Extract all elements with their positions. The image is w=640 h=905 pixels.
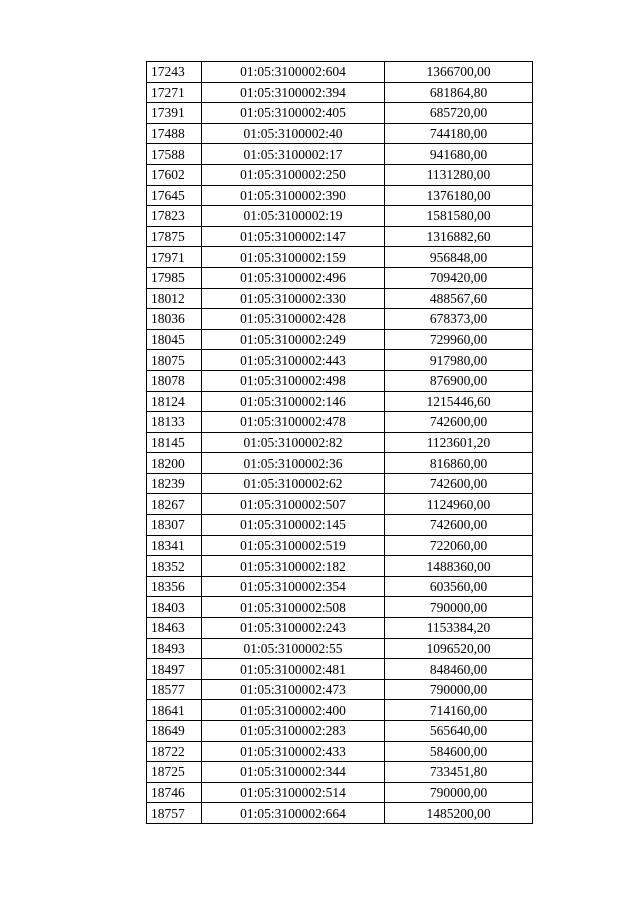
table-row (147, 226, 533, 247)
row-number-cell: 18577 (147, 679, 202, 700)
table-row (147, 103, 533, 124)
cadastral-value-cell: 790000,00 (385, 782, 533, 803)
table-row (147, 659, 533, 680)
table-row (147, 329, 533, 350)
cadastral-value-cell: 722060,00 (385, 535, 533, 556)
row-number-cell: 18725 (147, 762, 202, 783)
cadastral-value-cell: 742600,00 (385, 515, 533, 536)
cadastral-value-cell: 565640,00 (385, 721, 533, 742)
row-number-cell: 18352 (147, 556, 202, 577)
row-number-cell: 18722 (147, 741, 202, 762)
table-row (147, 309, 533, 330)
cadastral-number-cell: 01:05:3100002:496 (202, 267, 385, 288)
cadastral-value-cell: 1131280,00 (385, 164, 533, 185)
cadastral-number-cell: 01:05:3100002:250 (202, 164, 385, 185)
cadastral-number-cell: 01:05:3100002:354 (202, 576, 385, 597)
cadastral-value-cell: 733451,80 (385, 762, 533, 783)
table-row (147, 782, 533, 803)
cadastral-number-cell: 01:05:3100002:344 (202, 762, 385, 783)
table-row (147, 638, 533, 659)
table-row (147, 185, 533, 206)
cadastral-value-cell: 678373,00 (385, 309, 533, 330)
row-number-cell: 18145 (147, 432, 202, 453)
cadastral-value-cell: 1215446,60 (385, 391, 533, 412)
row-number-cell: 18133 (147, 412, 202, 433)
cadastral-value-cell: 488567,60 (385, 288, 533, 309)
table-row (147, 62, 533, 83)
row-number-cell: 18124 (147, 391, 202, 412)
row-number-cell: 17488 (147, 123, 202, 144)
cadastral-number-cell: 01:05:3100002:478 (202, 412, 385, 433)
row-number-cell: 18403 (147, 597, 202, 618)
table-row (147, 762, 533, 783)
cadastral-number-cell: 01:05:3100002:146 (202, 391, 385, 412)
row-number-cell: 18075 (147, 350, 202, 371)
cadastral-value-cell: 584600,00 (385, 741, 533, 762)
cadastral-number-cell: 01:05:3100002:182 (202, 556, 385, 577)
cadastral-value-cell: 816860,00 (385, 453, 533, 474)
cadastral-number-cell: 01:05:3100002:394 (202, 82, 385, 103)
cadastral-number-cell: 01:05:3100002:433 (202, 741, 385, 762)
table-row (147, 391, 533, 412)
table-row (147, 164, 533, 185)
cadastral-number-cell: 01:05:3100002:604 (202, 62, 385, 83)
table-row (147, 247, 533, 268)
cadastral-number-cell: 01:05:3100002:405 (202, 103, 385, 124)
row-number-cell: 18036 (147, 309, 202, 330)
cadastral-value-cell: 1123601,20 (385, 432, 533, 453)
row-number-cell: 18267 (147, 494, 202, 515)
row-number-cell: 17588 (147, 144, 202, 165)
row-number-cell: 17823 (147, 206, 202, 227)
table-row (147, 370, 533, 391)
cadastral-number-cell: 01:05:3100002:498 (202, 370, 385, 391)
row-number-cell: 17971 (147, 247, 202, 268)
cadastral-value-cell: 744180,00 (385, 123, 533, 144)
cadastral-number-cell: 01:05:3100002:390 (202, 185, 385, 206)
table-row (147, 453, 533, 474)
cadastral-number-cell: 01:05:3100002:19 (202, 206, 385, 227)
cadastral-value-cell: 1376180,00 (385, 185, 533, 206)
row-number-cell: 18200 (147, 453, 202, 474)
table-row (147, 803, 533, 824)
cadastral-value-cell: 681864,80 (385, 82, 533, 103)
table-row (147, 618, 533, 639)
table-row (147, 721, 533, 742)
table-row (147, 576, 533, 597)
row-number-cell: 17645 (147, 185, 202, 206)
row-number-cell: 18497 (147, 659, 202, 680)
cadastral-value-cell: 714160,00 (385, 700, 533, 721)
cadastral-number-cell: 01:05:3100002:145 (202, 515, 385, 536)
table-row (147, 123, 533, 144)
cadastral-value-cell: 1366700,00 (385, 62, 533, 83)
cadastral-number-cell: 01:05:3100002:249 (202, 329, 385, 350)
table-row (147, 82, 533, 103)
cadastral-number-cell: 01:05:3100002:473 (202, 679, 385, 700)
table-row (147, 473, 533, 494)
row-number-cell: 17271 (147, 82, 202, 103)
row-number-cell: 17243 (147, 62, 202, 83)
cadastral-value-cell: 1096520,00 (385, 638, 533, 659)
row-number-cell: 18045 (147, 329, 202, 350)
cadastral-value-cell: 603560,00 (385, 576, 533, 597)
table-row (147, 494, 533, 515)
cadastral-number-cell: 01:05:3100002:481 (202, 659, 385, 680)
cadastral-number-cell: 01:05:3100002:17 (202, 144, 385, 165)
cadastral-number-cell: 01:05:3100002:330 (202, 288, 385, 309)
table-row (147, 412, 533, 433)
row-number-cell: 18307 (147, 515, 202, 536)
cadastral-number-cell: 01:05:3100002:82 (202, 432, 385, 453)
cadastral-value-cell: 729960,00 (385, 329, 533, 350)
table-row (147, 741, 533, 762)
cadastral-value-cell: 917980,00 (385, 350, 533, 371)
row-number-cell: 18649 (147, 721, 202, 742)
cadastral-number-cell: 01:05:3100002:519 (202, 535, 385, 556)
cadastral-number-cell: 01:05:3100002:62 (202, 473, 385, 494)
table-row (147, 350, 533, 371)
cadastral-number-cell: 01:05:3100002:507 (202, 494, 385, 515)
row-number-cell: 18356 (147, 576, 202, 597)
cadastral-value-cell: 1485200,00 (385, 803, 533, 824)
table-row (147, 700, 533, 721)
row-number-cell: 18239 (147, 473, 202, 494)
row-number-cell: 18757 (147, 803, 202, 824)
cadastral-number-cell: 01:05:3100002:243 (202, 618, 385, 639)
row-number-cell: 18641 (147, 700, 202, 721)
row-number-cell: 18463 (147, 618, 202, 639)
table-row (147, 515, 533, 536)
row-number-cell: 17985 (147, 267, 202, 288)
cadastral-number-cell: 01:05:3100002:55 (202, 638, 385, 659)
row-number-cell: 18341 (147, 535, 202, 556)
cadastral-value-cell: 1488360,00 (385, 556, 533, 577)
cadastral-value-cell: 790000,00 (385, 679, 533, 700)
table-row (147, 597, 533, 618)
cadastral-number-cell: 01:05:3100002:147 (202, 226, 385, 247)
table-row (147, 206, 533, 227)
cadastral-value-cell: 941680,00 (385, 144, 533, 165)
row-number-cell: 18078 (147, 370, 202, 391)
row-number-cell: 17875 (147, 226, 202, 247)
cadastral-number-cell: 01:05:3100002:36 (202, 453, 385, 474)
cadastral-value-cell: 1124960,00 (385, 494, 533, 515)
cadastral-number-cell: 01:05:3100002:508 (202, 597, 385, 618)
table-row (147, 432, 533, 453)
cadastral-value-cell: 790000,00 (385, 597, 533, 618)
table-row (147, 679, 533, 700)
cadastral-value-cell: 742600,00 (385, 473, 533, 494)
row-number-cell: 18746 (147, 782, 202, 803)
cadastral-number-cell: 01:05:3100002:514 (202, 782, 385, 803)
row-number-cell: 17602 (147, 164, 202, 185)
table-body (147, 62, 533, 824)
table-row (147, 535, 533, 556)
cadastral-value-cell: 685720,00 (385, 103, 533, 124)
cadastral-value-cell: 1153384,20 (385, 618, 533, 639)
row-number-cell: 18012 (147, 288, 202, 309)
row-number-cell: 18493 (147, 638, 202, 659)
cadastral-number-cell: 01:05:3100002:40 (202, 123, 385, 144)
table-row (147, 556, 533, 577)
cadastral-number-cell: 01:05:3100002:283 (202, 721, 385, 742)
cadastral-value-cell: 709420,00 (385, 267, 533, 288)
cadastral-value-cell: 956848,00 (385, 247, 533, 268)
table-row (147, 267, 533, 288)
cadastral-value-table (146, 61, 533, 824)
cadastral-value-cell: 742600,00 (385, 412, 533, 433)
row-number-cell: 17391 (147, 103, 202, 124)
table-row (147, 288, 533, 309)
cadastral-value-cell: 876900,00 (385, 370, 533, 391)
cadastral-value-cell: 1316882,60 (385, 226, 533, 247)
cadastral-value-cell: 1581580,00 (385, 206, 533, 227)
cadastral-number-cell: 01:05:3100002:400 (202, 700, 385, 721)
cadastral-value-cell: 848460,00 (385, 659, 533, 680)
table-row (147, 144, 533, 165)
cadastral-number-cell: 01:05:3100002:428 (202, 309, 385, 330)
cadastral-number-cell: 01:05:3100002:159 (202, 247, 385, 268)
cadastral-number-cell: 01:05:3100002:443 (202, 350, 385, 371)
cadastral-number-cell: 01:05:3100002:664 (202, 803, 385, 824)
